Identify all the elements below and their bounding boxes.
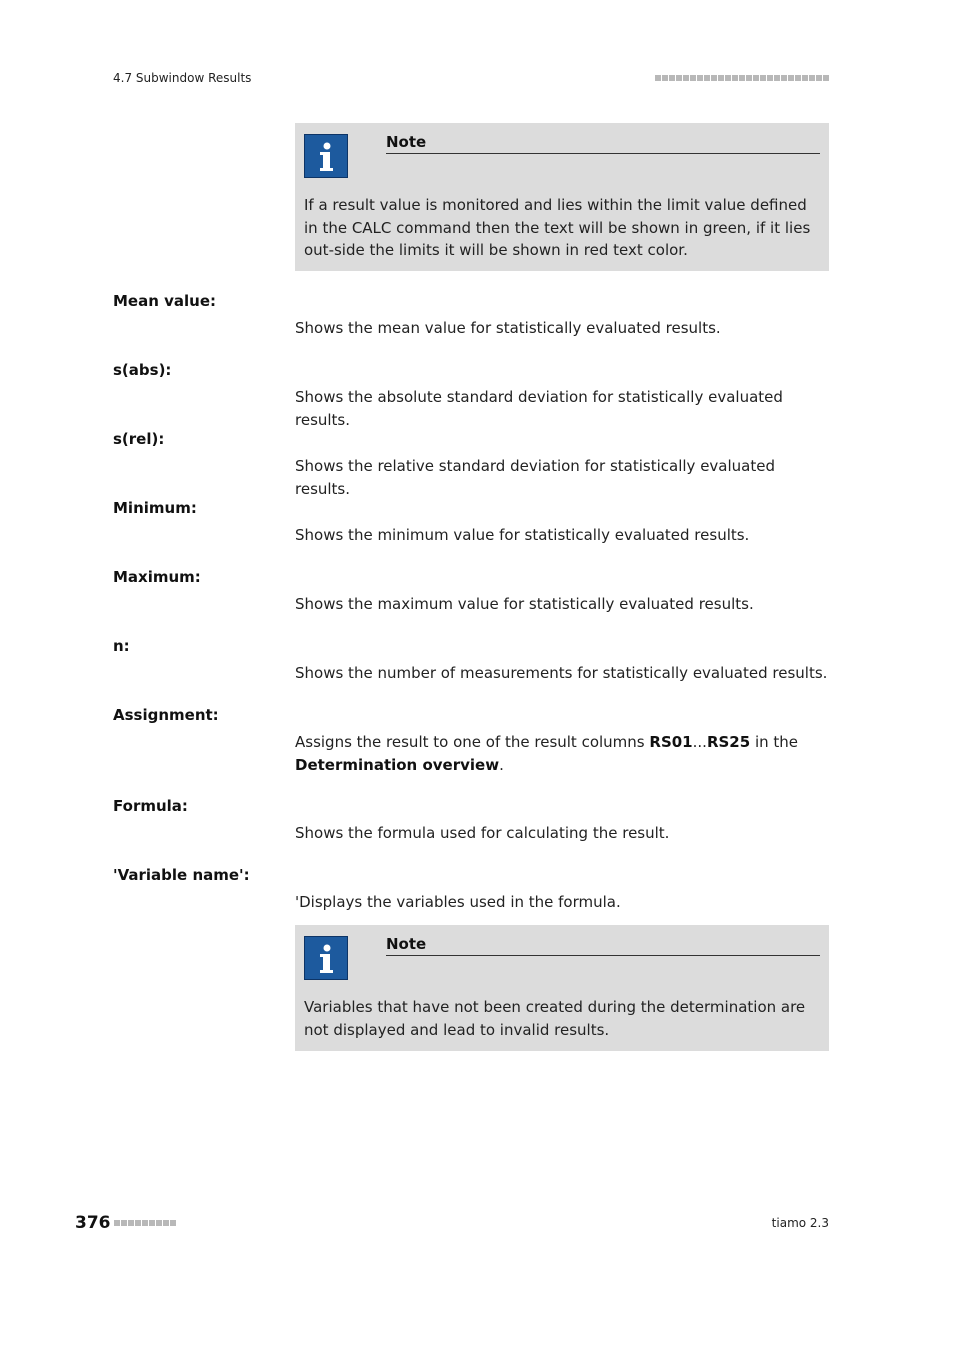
section-title: 4.7 Subwindow Results xyxy=(113,71,252,85)
note-body: If a result value is monitored and lies within the limit value defined in the CALC command then the text will be shown in green, if it lies out-side the limits it will be shown in red text color. xyxy=(304,196,811,259)
term-variable-name: 'Variable name': xyxy=(113,866,250,884)
desc-n: Shows the number of measurements for statistically evaluated results. xyxy=(295,664,828,682)
term-minimum: Minimum: xyxy=(113,499,197,517)
note-title: Note xyxy=(386,133,820,154)
page-number: 376 xyxy=(75,1213,111,1233)
result-column-first: RS01 xyxy=(649,733,693,751)
footer-decoration xyxy=(114,1220,176,1226)
term-s-rel: s(rel): xyxy=(113,430,165,448)
note-title: Note xyxy=(386,935,820,956)
result-column-last: RS25 xyxy=(706,733,751,751)
term-n: n: xyxy=(113,637,130,655)
term-mean-value: Mean value: xyxy=(113,292,217,310)
term-maximum: Maximum: xyxy=(113,568,201,586)
term-assignment: Assignment: xyxy=(113,706,219,724)
desc-minimum: Shows the minimum value for statistically evaluated results. xyxy=(295,526,750,544)
desc-assignment: Assigns the result to one of the result columns RS01...RS25 in the Determination overview. xyxy=(295,733,798,774)
desc-variable-name: 'Displays the variables used in the formula. xyxy=(295,893,621,911)
desc-maximum: Shows the maximum value for statistically evaluated results. xyxy=(295,595,754,613)
determination-overview-ref: Determination overview xyxy=(295,755,500,774)
desc-formula: Shows the formula used for calculating the result. xyxy=(295,824,670,842)
header-decoration xyxy=(655,75,829,81)
term-formula: Formula: xyxy=(113,797,188,815)
note-box xyxy=(295,925,829,1051)
note-box xyxy=(295,123,829,271)
term-s-abs: s(abs): xyxy=(113,361,172,379)
info-icon xyxy=(304,936,348,980)
desc-s-rel: Shows the relative standard deviation for statistically evaluated results. xyxy=(295,457,775,498)
desc-mean-value: Shows the mean value for statistically evaluated results. xyxy=(295,319,721,337)
desc-s-abs: Shows the absolute standard deviation for statistically evaluated results. xyxy=(295,388,783,429)
note-body: Variables that have not been created during the determination are not displayed and lead to invalid results. xyxy=(304,998,806,1039)
product-name: tiamo 2.3 xyxy=(771,1216,829,1230)
info-icon xyxy=(304,134,348,178)
